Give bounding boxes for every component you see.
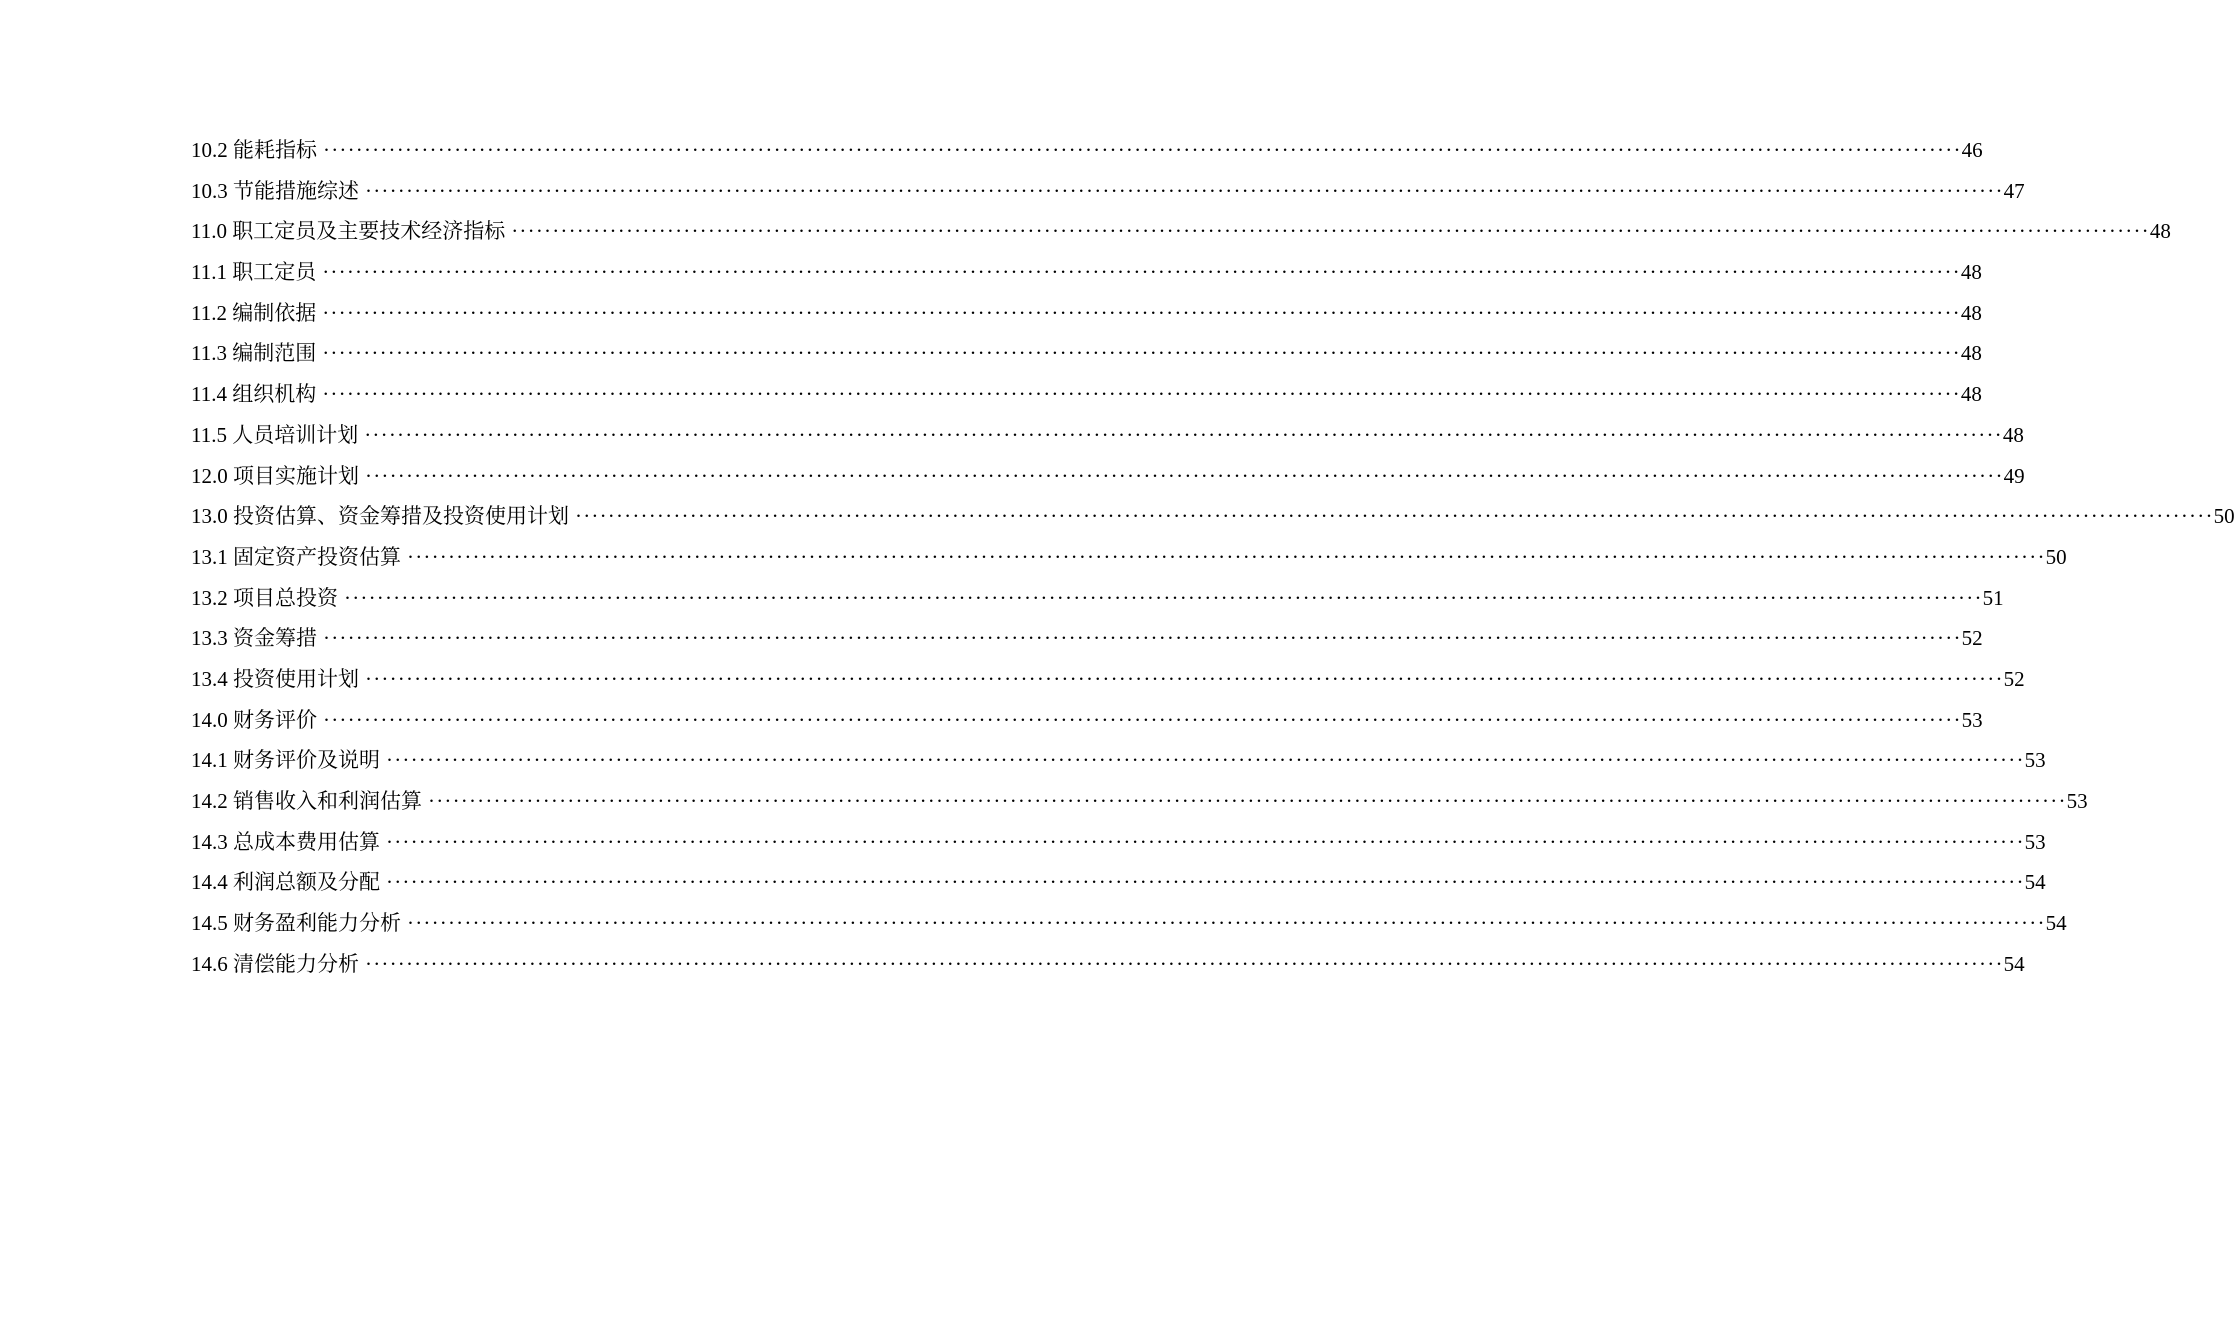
toc-entry-page-number: 48 — [1960, 382, 1982, 407]
toc-entry-label — [191, 496, 575, 537]
toc-entry-label — [191, 415, 364, 456]
toc-entry[interactable] — [191, 822, 2046, 863]
toc-entry-number: 11.2 — [191, 300, 227, 325]
toc-dot-leader: ········································································································································································································ — [428, 789, 2067, 813]
toc-entry[interactable] — [191, 171, 2025, 212]
toc-dot-leader: ········································································································································································································ — [322, 341, 1961, 366]
toc-entry-number: 13.0 — [191, 504, 228, 529]
toc-entry-number: 14.5 — [191, 911, 228, 936]
toc-entry[interactable] — [191, 293, 1982, 334]
toc-entry-title: 职工定员及主要技术经济指标 — [232, 219, 506, 244]
toc-entry-page-number: 52 — [1961, 626, 1983, 651]
toc-entry-number: 11.1 — [191, 260, 227, 285]
toc-entry-title: 职工定员 — [232, 260, 317, 285]
toc-dot-leader: ········································································································································································································ — [323, 138, 1962, 162]
toc-entry-number: 10.3 — [191, 178, 228, 203]
toc-entry-page-number: 53 — [2024, 748, 2046, 773]
toc-entry-label — [191, 862, 386, 903]
toc-entry-label — [191, 537, 407, 578]
toc-entry[interactable] — [191, 944, 2025, 985]
toc-entry-page-number: 53 — [1961, 707, 1983, 732]
toc-entry-label — [191, 171, 365, 212]
toc-entry-page-number: 48 — [1960, 300, 1982, 325]
toc-entry-title: 编制范围 — [232, 341, 317, 366]
toc-entry-number: 14.4 — [191, 870, 228, 895]
toc-entry[interactable] — [191, 496, 2235, 537]
toc-dot-leader: ········································································································································································································ — [322, 300, 1961, 325]
toc-entry-page-number: 48 — [2002, 422, 2024, 447]
toc-entry[interactable] — [191, 781, 2088, 822]
toc-entry-number: 12.0 — [191, 463, 228, 488]
toc-entry-title: 财务盈利能力分析 — [233, 911, 401, 936]
toc-entry-page-number: 54 — [2045, 911, 2067, 936]
toc-entry-label — [191, 456, 365, 497]
toc-dot-leader: ········································································································································································································ — [322, 382, 1961, 407]
toc-entry-title: 项目总投资 — [233, 585, 338, 610]
toc-dot-leader: ········································································································································································································ — [386, 829, 2025, 854]
toc-entry-title: 节能措施综述 — [233, 178, 359, 203]
toc-dot-leader: ········································································································································································································ — [344, 585, 1983, 610]
toc-entry[interactable] — [191, 578, 2004, 619]
toc-entry-title: 财务评价及说明 — [233, 748, 380, 773]
toc-entry-page-number: 50 — [2045, 544, 2067, 569]
toc-entry-page-number: 48 — [1960, 341, 1982, 366]
toc-entry-page-number: 52 — [2003, 666, 2025, 691]
toc-entry-title: 项目实施计划 — [233, 463, 359, 488]
toc-entry-number: 14.1 — [191, 748, 228, 773]
toc-entry-title: 固定资产投资估算 — [233, 544, 401, 569]
toc-dot-leader: ········································································································································································································ — [365, 666, 2004, 691]
toc-entry-title: 编制依据 — [232, 300, 317, 325]
toc-entry-number: 14.6 — [191, 951, 228, 976]
toc-entry-title: 组织机构 — [232, 382, 317, 407]
toc-entry-label — [191, 822, 386, 863]
toc-entry[interactable] — [191, 333, 1982, 374]
toc-entry-label — [191, 333, 322, 374]
toc-entry-title: 资金筹措 — [233, 626, 317, 651]
toc-entry-number: 13.2 — [191, 585, 228, 610]
toc-entry-title: 清偿能力分析 — [233, 951, 359, 976]
toc-entry-title: 销售收入和利润估算 — [233, 789, 422, 813]
toc-entry-page-number: 46 — [1961, 138, 1983, 162]
toc-entry[interactable] — [191, 252, 1982, 293]
toc-dot-leader: ········································································································································································································ — [386, 870, 2025, 895]
toc-entry-number: 14.0 — [191, 707, 228, 732]
toc-entry[interactable] — [191, 659, 2025, 700]
toc-entry[interactable] — [191, 130, 1983, 171]
toc-entry[interactable] — [191, 700, 1983, 741]
toc-entry-page-number: 54 — [2024, 870, 2046, 895]
toc-dot-leader: ········································································································································································································ — [364, 422, 2003, 447]
toc-dot-leader: ········································································································································································································ — [511, 219, 2150, 244]
toc-entry-page-number: 51 — [1982, 585, 2004, 610]
toc-entry-label — [191, 578, 344, 619]
toc-entry-label — [191, 944, 365, 985]
toc-dot-leader: ········································································································································································································ — [323, 626, 1962, 651]
toc-entry-label — [191, 130, 323, 171]
toc-entry-number: 11.4 — [191, 382, 227, 407]
toc-entry-number: 11.3 — [191, 341, 227, 366]
toc-entry-title: 人员培训计划 — [232, 422, 359, 447]
toc-entry-page-number: 53 — [2066, 789, 2088, 813]
toc-dot-leader: ········································································································································································································ — [365, 463, 2004, 488]
toc-entry-number: 13.4 — [191, 666, 228, 691]
toc-entry-page-number: 54 — [2003, 951, 2025, 976]
toc-entry[interactable] — [191, 903, 2067, 944]
toc-entry-page-number: 53 — [2024, 829, 2046, 854]
toc-entry-number: 14.3 — [191, 829, 228, 854]
toc-entry-label — [191, 211, 511, 252]
toc-entry-title: 投资使用计划 — [233, 666, 359, 691]
toc-dot-leader: ········································································································································································································ — [575, 504, 2214, 529]
toc-entry-title: 总成本费用估算 — [233, 829, 380, 854]
toc-entry-page-number: 50 — [2213, 504, 2235, 529]
toc-entry-number: 11.5 — [191, 422, 227, 447]
toc-entry-label — [191, 700, 323, 741]
toc-entry-page-number: 47 — [2003, 178, 2025, 203]
toc-entry-label — [191, 740, 386, 781]
toc-entry-label — [191, 252, 322, 293]
toc-entry-number: 13.1 — [191, 544, 228, 569]
toc-dot-leader: ········································································································································································································ — [365, 951, 2004, 976]
toc-entry-number: 11.0 — [191, 219, 227, 244]
toc-dot-leader: ········································································································································································································ — [386, 748, 2025, 773]
toc-entry[interactable] — [191, 862, 2046, 903]
toc-entry-label — [191, 903, 407, 944]
toc-entry-title: 能耗指标 — [233, 138, 317, 162]
toc-dot-leader: ········································································································································································································ — [323, 707, 1962, 732]
toc-entry-page-number: 48 — [1960, 260, 1982, 285]
toc-entry-label — [191, 781, 428, 822]
toc-entry[interactable] — [191, 374, 1982, 415]
toc-entry[interactable] — [191, 211, 2171, 252]
toc-dot-leader: ········································································································································································································ — [407, 544, 2046, 569]
toc-entry-page-number: 48 — [2149, 219, 2171, 244]
toc-entry-title: 投资估算、资金筹措及投资使用计划 — [233, 504, 569, 529]
toc-entry-number: 10.2 — [191, 138, 228, 162]
table-of-contents — [191, 130, 2235, 984]
toc-entry[interactable] — [191, 415, 2024, 456]
toc-entry-label — [191, 293, 322, 334]
toc-dot-leader: ········································································································································································································ — [407, 911, 2046, 936]
toc-entry[interactable] — [191, 618, 1983, 659]
toc-entry-label — [191, 659, 365, 700]
toc-entry-number: 13.3 — [191, 626, 228, 651]
toc-entry-page-number: 49 — [2003, 463, 2025, 488]
toc-entry[interactable] — [191, 456, 2025, 497]
toc-entry-label — [191, 618, 323, 659]
toc-dot-leader: ········································································································································································································ — [322, 260, 1961, 285]
toc-dot-leader: ········································································································································································································ — [365, 178, 2004, 203]
toc-entry[interactable] — [191, 537, 2067, 578]
toc-entry[interactable] — [191, 740, 2046, 781]
toc-entry-number: 14.2 — [191, 789, 228, 813]
toc-entry-title: 利润总额及分配 — [233, 870, 380, 895]
toc-entry-label — [191, 374, 322, 415]
toc-entry-title: 财务评价 — [233, 707, 317, 732]
